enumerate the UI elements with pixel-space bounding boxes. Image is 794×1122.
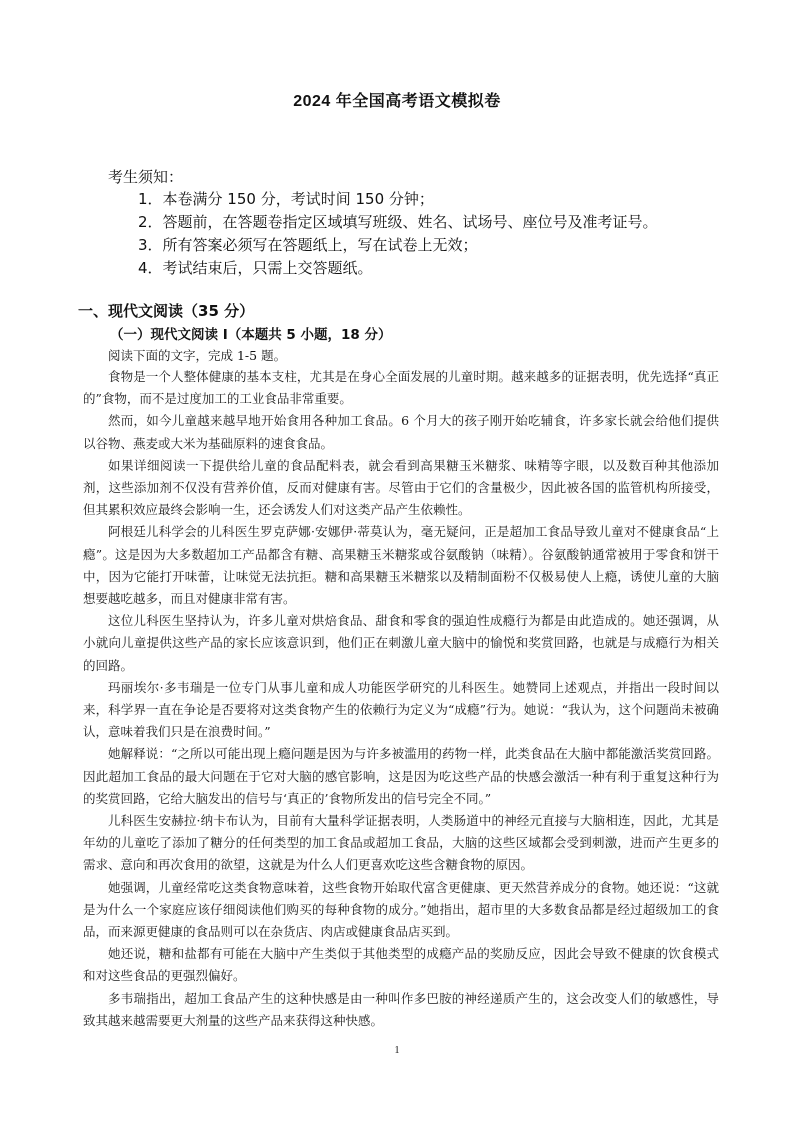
notice-item: 4．考试结束后，只需上交答题纸。 (138, 259, 373, 277)
reading-passage (83, 366, 719, 1032)
reading-instruction: 阅读下面的文字，完成 1-5 题。 (108, 348, 287, 363)
passage-paragraph: 她强调，儿童经常吃这类食物意味着，这些食物开始取代富含更健康、更天然营养成分的食物。她还说：“这就是为什么一个家庭应该仔细阅读他们购买的每种食物的成分。”她指出，超市里的大多数食品都是经过超级加工的食品，而来源更健康的食品则可以在杂货店、肉店或健康食品店买到。 (83, 879, 719, 940)
notice-item: 2．答题前，在答题卷指定区域填写班级、姓名、试场号、座位号及准考证号。 (138, 213, 658, 231)
passage-paragraph: 她解释说：“之所以可能出现上瘾问题是因为与许多被滥用的药物一样，此类食品在大脑中都能激活奖赏回路。因此超加工食品的最大问题在于它对大脑的感官影响，这是因为吃这些产品的快感会激活一种有利于重复这种行为的奖赏回路，它给大脑发出的信号与‘真正的’食物所发出的信号完全不同。” (83, 746, 719, 806)
section-title: 一、现代文阅读（35 分） (78, 302, 255, 320)
notice-heading: 考生须知： (108, 168, 184, 186)
passage-paragraph: 玛丽埃尔·多韦瑞是一位专门从事儿童和成人功能医学研究的儿科医生。她赞同上述观点，并指出一段时间以来，科学界一直在争论是否要将对这类食物产生的依赖行为定义为“成瘾”行为。她说：“我认为，这个问题尚未被确认，意味着我们只是在浪费时间。” (83, 679, 719, 740)
passage-paragraph: 多韦瑞指出，超加工食品产生的这种快感是由一种叫作多巴胺的神经递质产生的，这会改变人们的敏感性，导致其越来越需要更大剂量的这些产品来获得这种快感。 (83, 990, 719, 1028)
notice-item: 3．所有答案必须写在答题纸上，写在试卷上无效； (138, 236, 478, 254)
passage-paragraph: 她还说，糖和盐都有可能在大脑中产生类似于其他类型的成瘾产品的奖励反应，因此会导致不健康的饮食模式和对这些食品的更强烈偏好。 (83, 946, 719, 984)
passage-paragraph: 然而，如今儿童越来越早地开始食用各种加工食品。6 个月大的孩子刚开始吃辅食，许多家长就会给他们提供以谷物、燕麦或大米为基础原料的速食食品。 (83, 413, 719, 451)
section-subtitle: （一）现代文阅读 I（本题共 5 小题，18 分） (110, 327, 392, 343)
passage-paragraph: 阿根廷儿科学会的儿科医生罗克萨娜·安娜伊·蒂莫认为，毫无疑问，正是超加工食品导致儿童对不健康食品“上瘾”。这是因为大多数超加工产品都含有糖、高果糖玉米糖浆或谷氨酸钠（味精）。谷氨酸钠通常被用于零食和饼干中，因为它能打开味蕾，让味觉无法抗拒。糖和高果糖玉米糖浆以及精制面粉不仅极易使人上瘾，诱使儿童的大脑想要越吃越多，而且对健康非常有害。 (83, 524, 719, 607)
notice-item: 1．本卷满分 150 分，考试时间 150 分钟； (138, 190, 434, 208)
exam-title: 2024 年全国高考语文模拟卷 (293, 93, 501, 110)
passage-paragraph: 食物是一个人整体健康的基本支柱，尤其是在身心全面发展的儿童时期。越来越多的证据表明，优先选择“真正的”食物，而不是过度加工的工业食品非常重要。 (83, 369, 719, 407)
passage-paragraph: 这位儿科医生坚持认为，许多儿童对烘焙食品、甜食和零食的强迫性成瘾行为都是由此造成的。她还强调，从小就向儿童提供这些产品的家长应该意识到，他们正在刺激儿童大脑中的愉悦和奖赏回路，也就是与成瘾行为相关的回路。 (83, 613, 719, 673)
passage-paragraph: 如果详细阅读一下提供给儿童的食品配料表，就会看到高果糖玉米糖浆、味精等字眼，以及数百种其他添加剂，这些添加剂不仅没有营养价值，反而对健康有害。尽管由于它们的含量极少，因此被各国的监管机构所接受，但其累积效应最终会影响一生，还会诱发人们对这类产品产生依赖性。 (83, 457, 719, 518)
passage-paragraph: 儿科医生安赫拉·纳卡布认为，目前有大量科学证据表明，人类肠道中的神经元直接与大脑相连，因此，尤其是年幼的儿童吃了添加了糖分的任何类型的加工食品或超加工食品，大脑的这些区域都会受到刺激，进而产生更多的需求、意向和再次食用的欲望，这就是为什么人们更喜欢吃这些含糖食物的原因。 (83, 813, 719, 873)
page-number: 1 (394, 1045, 400, 1056)
